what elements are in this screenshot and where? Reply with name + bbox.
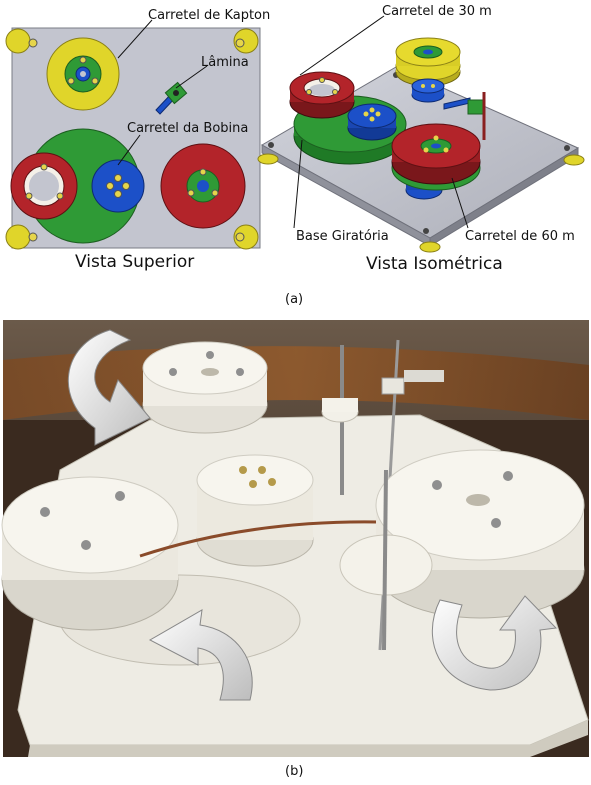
iso-view-title: Vista Isométrica (366, 254, 503, 274)
label-lamina: Lâmina (201, 55, 249, 70)
foot-top-left (6, 29, 30, 53)
caption-a: (a) (285, 292, 304, 307)
label-carretel-30m: Carretel de 30 m (382, 4, 492, 19)
label-kapton: Carretel de Kapton (148, 8, 271, 23)
spool-30m-iso (290, 72, 354, 118)
label-base-giratoria: Base Giratória (296, 229, 389, 244)
iso-view-drawing (258, 16, 584, 252)
photo-panel (2, 320, 589, 757)
top-view-title: Vista Superior (75, 252, 195, 272)
foot-bottom-left (6, 225, 30, 249)
spool-60m-top (161, 144, 245, 228)
bobina-spool-iso (348, 104, 396, 140)
label-bobina: Carretel da Bobina (127, 121, 249, 136)
bobina-spool-top (92, 160, 144, 212)
photo-spool-back-left (143, 342, 267, 433)
label-carretel-60m: Carretel de 60 m (465, 229, 575, 244)
photo-spool-right (376, 450, 584, 618)
spool-30m-top (11, 153, 77, 219)
caption-b: (b) (285, 764, 304, 779)
photo-bobina (197, 455, 313, 566)
kapton-spool-top (47, 38, 119, 110)
